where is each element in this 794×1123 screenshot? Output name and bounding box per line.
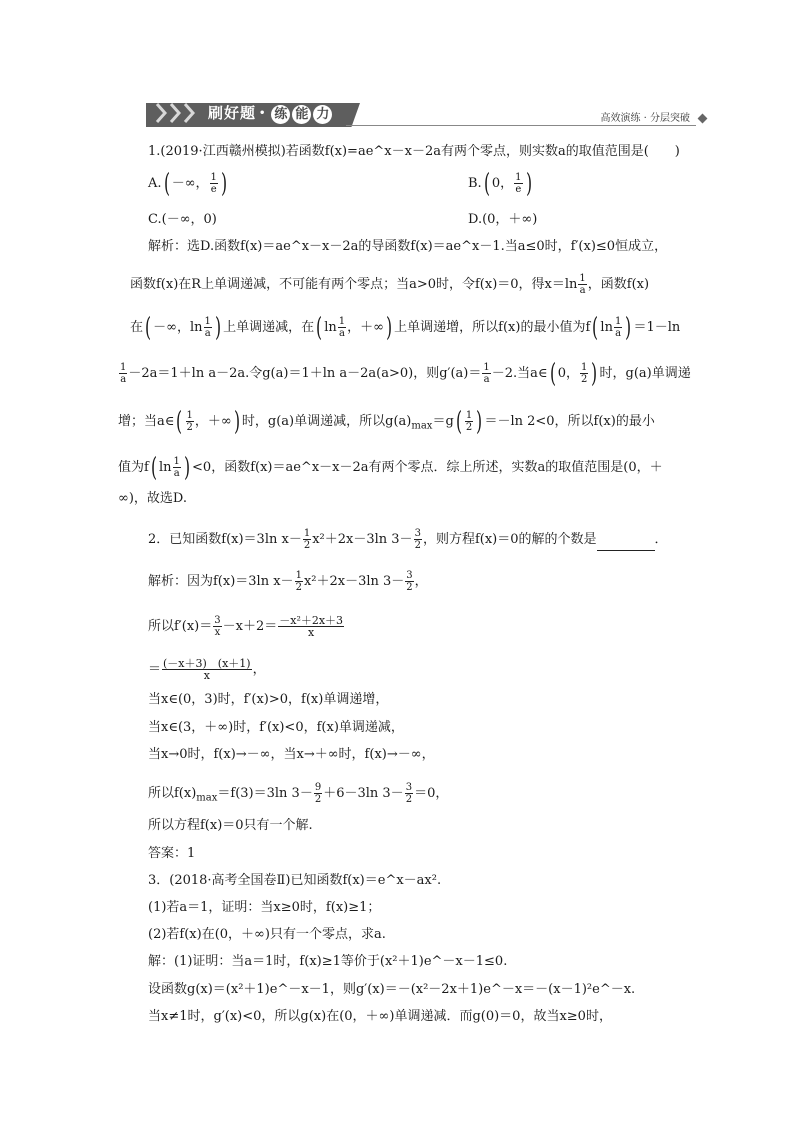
q2-line-limits: 当x→0时，f(x)→－∞，当x→＋∞时，f(x)→－∞， — [148, 747, 435, 762]
fraction: $\frac{1}{e}$ — [515, 172, 522, 195]
banner-dot: • — [259, 108, 267, 119]
q2-max-line: 所以$f(x)_{max}=f(3)=3\ln$ 3－ $\frac{9}{2}$ ＋6－3ln 3－ $\frac{3}{2}$ ＝0， — [148, 782, 449, 805]
q2-conclusion: 所以方程f(x)＝0只有一个解. — [148, 818, 313, 833]
banner-title-main: 刷好题 — [208, 104, 257, 122]
option-a-label: A. — [148, 176, 162, 191]
q3-part-1: (1)若a＝1，证明：当x≥0时，f(x)≥1； — [148, 900, 381, 915]
q2-derivative-line: 所以f′(x)＝ $\frac{3}{x}$ －x＋2＝ $\frac{\text{－x²＋2x＋3}}{x}$ — [148, 614, 344, 639]
banner-title — [208, 102, 332, 124]
diamond-icon — [698, 114, 708, 124]
chevron-right-icon — [182, 101, 198, 125]
option-b-label: B. — [468, 176, 482, 191]
q3-solution-line-1: 解：(1)证明：当a＝1时，f(x)≥1等价于(x²＋1)e^－x－1≤0. — [148, 954, 508, 969]
header-rule — [346, 125, 696, 126]
q1-solution-line-2: 函数f(x)在R上单调递减，不可能有两个零点；当a>0时，令f(x)＝0，得x＝ln $\frac{1}{a}$ ，函数f(x) — [130, 273, 650, 296]
q2-solution-line-1: 解析：因为f(x)＝3ln x－ $\frac{1}{2}$ x²＋2x－3ln 3－ $\frac{3}{2}$ ， — [148, 570, 428, 593]
q1-option-a: A.( －∞， $\frac{1}{e}$ ) — [148, 168, 228, 199]
answer-blank — [597, 536, 655, 551]
banner-char-3: 力 — [313, 105, 332, 124]
q1-solution-line-4: $\frac{1}{a}$ －2a＝1＋ln a－2a.令g(a)＝1＋ln a－2a(a>0)，则g′(a)＝ $\frac{1}{a}$ －2.当a∈( 0， $\frac{1}{2}$ ) 时，g(a)单调递 — [120, 358, 691, 389]
q1-solution-line-7: ∞)，故选D. — [118, 491, 187, 506]
q1-solution-line-6: 值为f( ln $\frac{1}{a}$ ) <0，函数f(x)＝ae^x－x－2a有两个零点．综上所述，实数a的取值范围是(0，＋ — [118, 452, 663, 483]
q1-option-b: B.( 0， $\frac{1}{e}$ ) — [468, 168, 532, 199]
fraction: $\frac{1}{e}$ — [210, 172, 217, 195]
banner-char-1: 练 — [271, 105, 290, 124]
q1-solution-line-3: 在( －∞，ln $\frac{1}{a}$ ) 上单调递减，在( ln $\frac{1}{a}$ ，＋∞) 上单调递增，所以f(x)的最小值为f( ln $\frac{1}{a}$ ) ＝1－ln — [130, 312, 681, 343]
q3-solution-line-2: 设函数g(x)＝(x²＋1)e^－x－1，则g′(x)＝－(x²－2x＋1)e^－x＝－(x－1)²e^－x. — [148, 982, 636, 997]
q1-option-d: D.(0，＋∞) — [468, 212, 538, 227]
q2-line-increasing: 当x∈(0，3)时，f′(x)>0，f(x)单调递增， — [148, 692, 389, 707]
q3-solution-line-3: 当x≠1时，g′(x)<0，所以g(x)在(0，＋∞)单调递减．而g(0)＝0，故当x≥0时， — [148, 1009, 612, 1024]
section-header — [146, 101, 708, 129]
banner-char-2: 能 — [292, 105, 311, 124]
q2-factored-line: ＝ $\frac{(-x+3) (x+1)}{x}$ ， — [148, 657, 266, 682]
q1-option-c: C.(－∞，0) — [148, 212, 217, 227]
q3-part-2: (2)若f(x)在(0，＋∞)只有一个零点，求a. — [148, 927, 386, 942]
q1-stem: 1.(2019·江西赣州模拟)若函数f(x)=ae^x－x－2a有两个零点，则实数a的取值范围是( ) — [148, 144, 680, 159]
q1-solution-line-5: 增；当a∈( $\frac{1}{2}$ ，＋∞) 时，g(a)单调递减，所以$g(a)_{max}=g$( $\frac{1}{2}$ ) ＝－ln 2<0，所以f(x)的最小 — [118, 406, 655, 437]
q2-stem: 2．已知函数f(x)＝3ln x－ $\frac{1}{2}$ x²＋2x－3ln 3－ $\frac{3}{2}$ ，则方程f(x)＝0的解的个数是 ． — [148, 528, 668, 551]
option-a-value: －∞， — [171, 176, 209, 191]
option-b-value: 0， — [491, 176, 514, 191]
q1-solution-line-1: 解析：选D.函数f(x)＝ae^x－x－2a的导函数f(x)＝ae^x－1.当a≤0时，f′(x)≤0恒成立， — [148, 239, 668, 254]
q2-answer: 答案：1 — [148, 846, 196, 861]
q2-line-decreasing: 当x∈(3，＋∞)时，f′(x)<0，f(x)单调递减， — [148, 720, 404, 735]
header-right-text: 高效演练 · 分层突破 — [600, 113, 690, 124]
q3-stem: 3．(2018·高考全国卷Ⅱ)已知函数f(x)＝e^x－ax². — [148, 873, 442, 888]
